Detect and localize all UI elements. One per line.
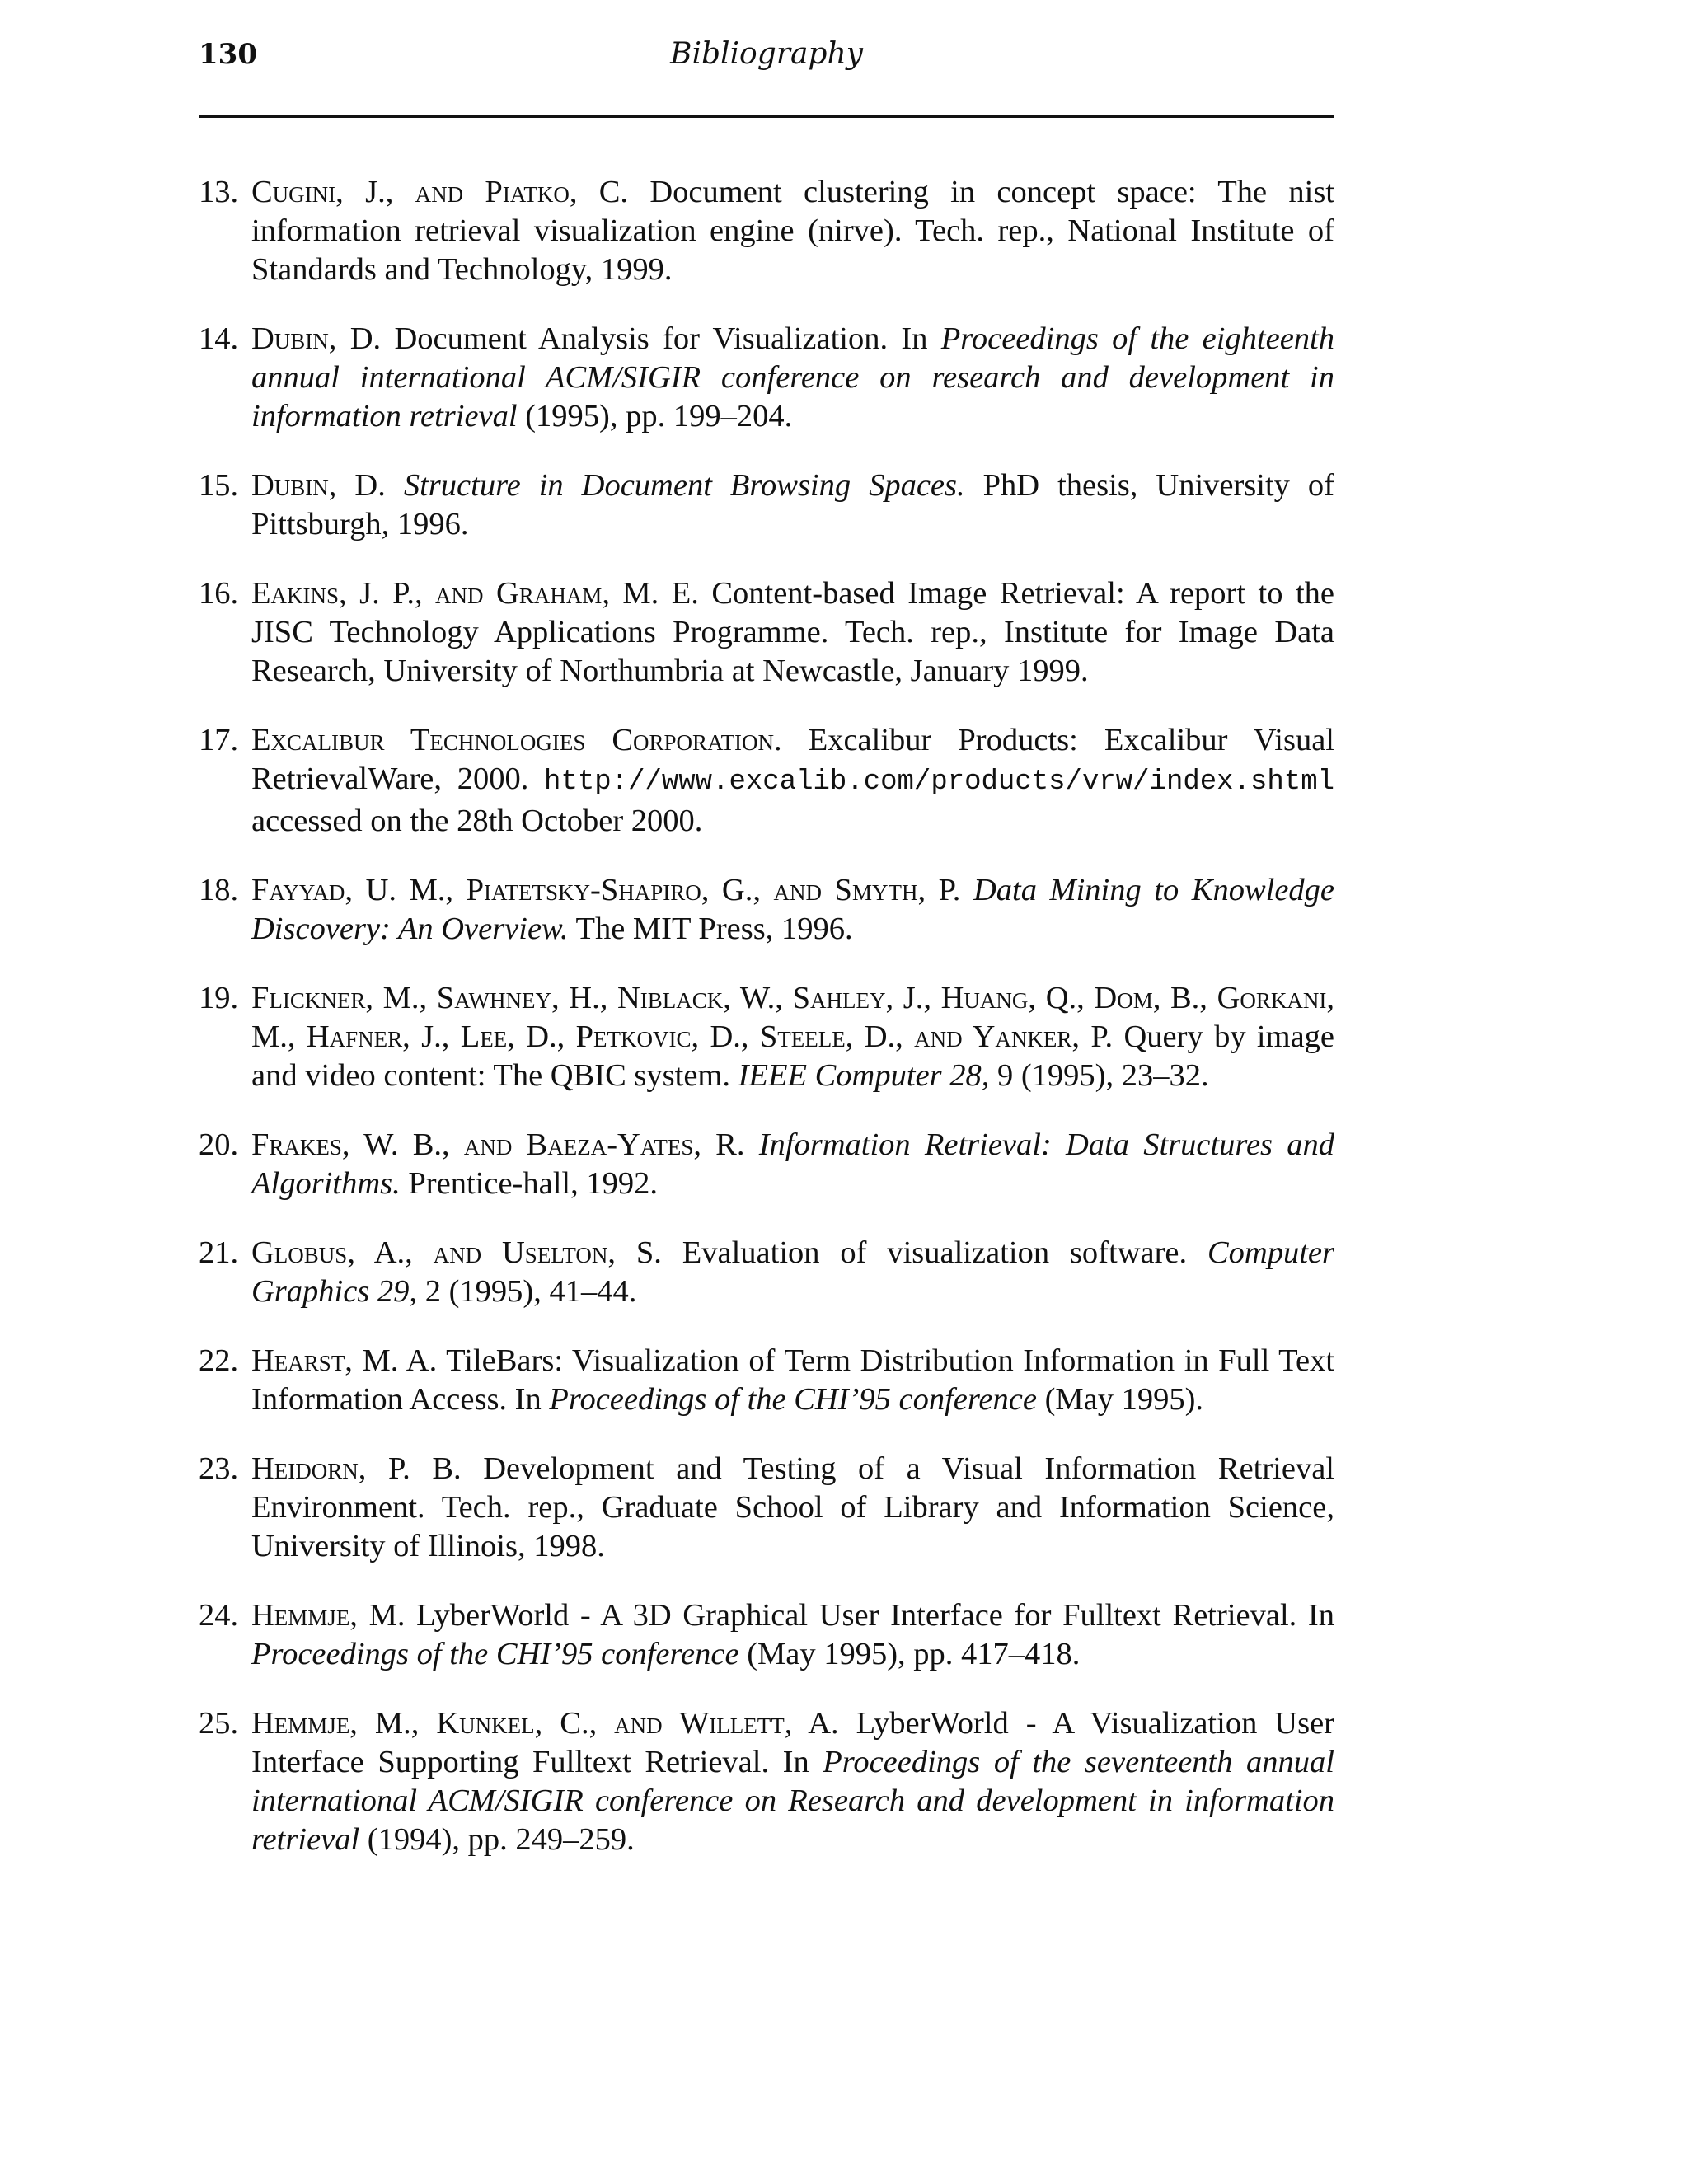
- bibliography-entry-23: [199, 1450, 1334, 1566]
- entry-authors: Hemmje, M.: [251, 1598, 406, 1633]
- header-rule: [199, 115, 1334, 118]
- entry-details: Prentice-hall, 1992.: [408, 1166, 658, 1201]
- entry-url-link[interactable]: http://www.excalib.com/products/vrw/index.shtml: [544, 766, 1335, 798]
- entry-details: PhD thesis, University of Pittsburgh, 1996.: [251, 468, 1334, 541]
- entry-text: Document clustering in concept space: The nist information retrieval visualization engine (nirve). Tech. rep., National Institute of Standards and Technology, 1999.: [251, 175, 1334, 287]
- entry-title: Information Retrieval: Data Structures and Algorithms.: [251, 1127, 1335, 1201]
- entry-number: 16.: [199, 576, 239, 611]
- entry-text: Document Analysis for Visualization. In: [394, 321, 928, 356]
- entry-number: 14.: [199, 321, 239, 356]
- entry-authors: Hemmje, M., Kunkel, C., and Willett, A.: [251, 1706, 839, 1741]
- entry-authors: Dubin, D.: [251, 468, 386, 503]
- entry-authors: Fayyad, U. M., Piatetsky-Shapiro, G., and Smyth, P.: [251, 873, 961, 907]
- entry-number: 17.: [199, 723, 239, 757]
- entry-venue: Proceedings of the CHI’95 conference: [251, 1637, 739, 1671]
- running-title: Bibliography: [670, 37, 863, 71]
- entry-authors: Hearst, M. A.: [251, 1343, 438, 1378]
- entry-number: 19.: [199, 981, 239, 1015]
- bibliography-entry-16: [199, 574, 1334, 691]
- entry-text: LyberWorld - A Visualization User Interface Supporting Fulltext Retrieval. In: [251, 1706, 1335, 1779]
- entry-venue: Proceedings of the eighteenth annual international ACM/SIGIR conference on research and development in information retrieval: [251, 321, 1335, 434]
- entry-number: 25.: [199, 1706, 239, 1741]
- bibliography-entry-24: [199, 1596, 1334, 1674]
- entry-number: 15.: [199, 468, 239, 503]
- bibliography-entry-13: [199, 173, 1334, 289]
- entry-authors: Cugini, J., and Piatko, C.: [251, 175, 629, 209]
- entry-authors: Excalibur Technologies Corporation.: [251, 723, 782, 757]
- entry-title: Data Mining to Knowledge Discovery: An Overview.: [251, 873, 1334, 946]
- entry-text: Content-based Image Retrieval: A report to the JISC Technology Applications Programme. Tech. rep., Institute for Image Data Research, University of Northumbria at Newcastle, January 1999.: [251, 576, 1334, 688]
- entry-details: (1994), pp. 249–259.: [367, 1822, 635, 1857]
- entry-details: (May 1995).: [1044, 1382, 1204, 1417]
- entry-number: 18.: [199, 873, 239, 907]
- bibliography-list: [199, 173, 1334, 1890]
- bibliography-entry-14: [199, 320, 1334, 436]
- entry-authors: Frakes, W. B., and Baeza-Yates, R.: [251, 1127, 745, 1162]
- entry-number: 22.: [199, 1343, 239, 1378]
- entry-authors: Eakins, J. P., and Graham, M. E.: [251, 576, 699, 611]
- entry-venue: Proceedings of the CHI’95 conference: [549, 1382, 1037, 1417]
- entry-details: accessed on the 28th October 2000.: [251, 804, 703, 838]
- entry-authors: Dubin, D.: [251, 321, 382, 356]
- bibliography-entry-22: [199, 1342, 1334, 1419]
- entry-authors: Heidorn, P. B.: [251, 1451, 462, 1486]
- entry-details: (1995), pp. 199–204.: [525, 399, 793, 434]
- entry-text: LyberWorld - A 3D Graphical User Interface for Fulltext Retrieval. In: [416, 1598, 1335, 1633]
- entry-text: Development and Testing of a Visual Information Retrieval Environment. Tech. rep., Graduate School of Library and Information Science, University of Illinois, 1998.: [251, 1451, 1334, 1563]
- entry-text: Query by image and video content: The QBIC system.: [251, 1019, 1334, 1093]
- bibliography-entry-19: [199, 979, 1334, 1095]
- entry-title: Structure in Document Browsing Spaces.: [403, 468, 965, 503]
- page-number: 130: [199, 38, 257, 71]
- bibliography-entry-20: [199, 1126, 1334, 1203]
- entry-venue: Computer Graphics 29,: [251, 1235, 1334, 1309]
- entry-details: (May 1995), pp. 417–418.: [747, 1637, 1081, 1671]
- entry-venue: IEEE Computer 28,: [738, 1058, 990, 1093]
- entry-details: 2 (1995), 41–44.: [424, 1274, 637, 1309]
- entry-number: 24.: [199, 1598, 239, 1633]
- bibliography-entry-25: [199, 1704, 1334, 1859]
- bibliography-entry-18: [199, 871, 1334, 949]
- bibliography-entry-17: [199, 721, 1334, 841]
- entry-authors: Flickner, M., Sawhney, H., Niblack, W., Sahley, J., Huang, Q., Dom, B., Gorkani, M., Hafner, J., Lee, D., Petkovic, D., Steele, D., and Yanker, P.: [251, 981, 1334, 1054]
- entry-number: 23.: [199, 1451, 239, 1486]
- entry-number: 21.: [199, 1235, 239, 1270]
- entry-venue: Proceedings of the seventeenth annual international ACM/SIGIR conference on Research and development in information retrieval: [251, 1745, 1334, 1857]
- entry-text: Excalibur Products: Excalibur Visual RetrievalWare, 2000.: [251, 723, 1335, 796]
- page-header: [199, 31, 1334, 81]
- entry-text: TileBars: Visualization of Term Distribution Information in Full Text Information Access. In: [251, 1343, 1334, 1417]
- entry-details: 9 (1995), 23–32.: [996, 1058, 1209, 1093]
- entry-details: The MIT Press, 1996.: [575, 912, 853, 946]
- entry-number: 13.: [199, 175, 239, 209]
- entry-number: 20.: [199, 1127, 239, 1162]
- bibliography-entry-21: [199, 1234, 1334, 1311]
- entry-authors: Globus, A., and Uselton, S.: [251, 1235, 662, 1270]
- bibliography-entry-15: [199, 466, 1334, 544]
- entry-text: Evaluation of visualization software.: [682, 1235, 1188, 1270]
